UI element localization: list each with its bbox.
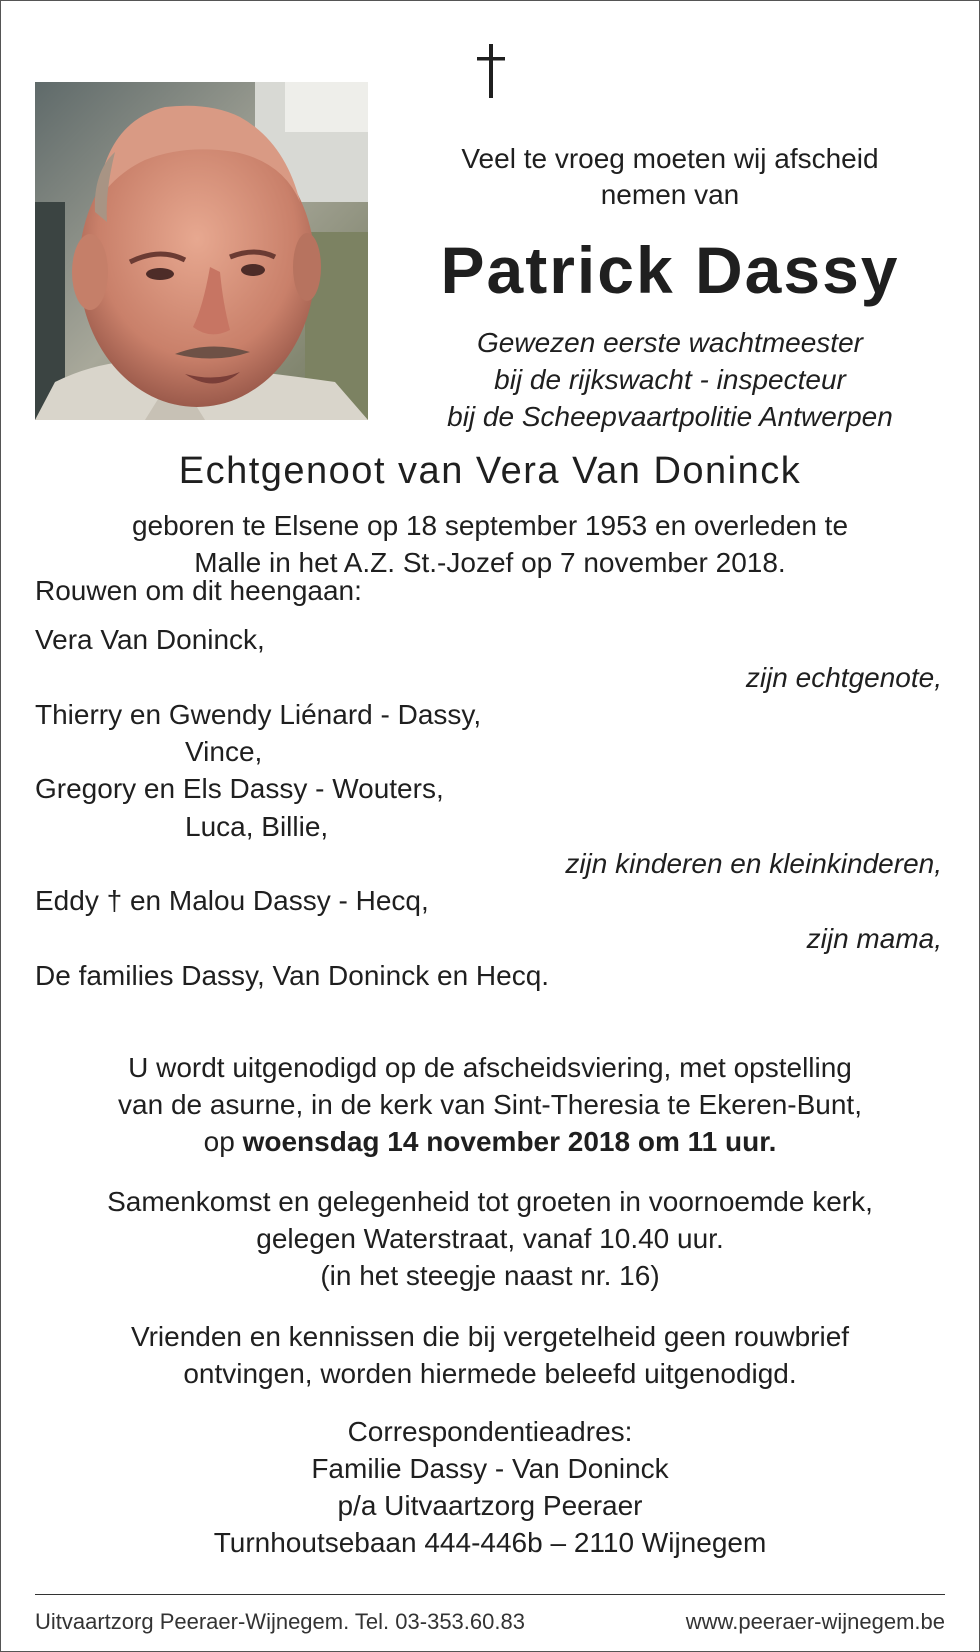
ceremony-invitation bbox=[35, 1049, 945, 1160]
footer-website[interactable]: www.peeraer-wijnegem.be bbox=[685, 1609, 945, 1634]
invite-line: U wordt uitgenodigd op de afscheidsviering, met opstelling bbox=[128, 1052, 852, 1083]
born-line: Malle in het A.Z. St.-Jozef op 7 november 2018. bbox=[194, 547, 786, 578]
corr-line: Correspondentieadres: bbox=[347, 1416, 633, 1447]
grandchild-line: Luca, Billie, bbox=[185, 810, 329, 842]
grandchild-line: Vince, bbox=[185, 736, 263, 768]
mourner-line: Eddy † en Malou Dassy - Hecq, bbox=[35, 885, 429, 917]
correspondence-address bbox=[35, 1413, 945, 1561]
deceased-name: Patrick Dassy bbox=[440, 233, 900, 307]
mourner-line: De families Dassy, Van Doninck en Hecq. bbox=[35, 959, 550, 991]
mourners-list bbox=[35, 575, 945, 994]
corr-line: p/a Uitvaartzorg Peeraer bbox=[337, 1490, 643, 1521]
relation-line: zijn echtgenote, bbox=[745, 661, 942, 693]
gathering-info bbox=[35, 1183, 945, 1294]
invite-line: van de asurne, in de kerk van Sint-Theresia te Ekeren-Bunt, bbox=[118, 1089, 862, 1120]
gathering-line: (in het steegje naast nr. 16) bbox=[320, 1260, 660, 1291]
intro-line: nemen van bbox=[600, 179, 740, 210]
born-line: geboren te Elsene op 18 september 1953 en overleden te bbox=[131, 510, 849, 541]
mourner-line: Thierry en Gwendy Liénard - Dassy, bbox=[35, 698, 482, 730]
relation-line: zijn kinderen en kleinkinderen, bbox=[565, 848, 942, 880]
footer-divider bbox=[35, 1594, 945, 1595]
relation-line: zijn mama, bbox=[806, 922, 942, 954]
title-line: Gewezen eerste wachtmeester bbox=[477, 327, 863, 358]
professional-titles bbox=[392, 324, 948, 435]
corr-line: Familie Dassy - Van Doninck bbox=[311, 1453, 669, 1484]
friends-line: ontvingen, worden hiermede beleefd uitgenodigd. bbox=[183, 1358, 797, 1389]
intro-line: Veel te vroeg moeten wij afscheid bbox=[461, 143, 879, 174]
title-line: bij de rijkswacht - inspecteur bbox=[494, 364, 846, 395]
birth-death-info bbox=[35, 507, 945, 581]
gathering-line: gelegen Waterstraat, vanaf 10.40 uur. bbox=[256, 1223, 724, 1254]
friends-notice bbox=[35, 1318, 945, 1392]
invite-prefix: op bbox=[203, 1126, 243, 1157]
footer-contact: Uitvaartzorg Peeraer-Wijnegem. Tel. 03-353.60.83 bbox=[35, 1609, 525, 1634]
corr-line: Turnhoutsebaan 444-446b – 2110 Wijnegem bbox=[213, 1527, 767, 1558]
cross-icon bbox=[470, 42, 512, 100]
mourner-line: Gregory en Els Dassy - Wouters, bbox=[35, 773, 444, 805]
spouse-line: Echtgenoot van Vera Van Doninck bbox=[178, 450, 802, 492]
mourner-line: Vera Van Doninck, bbox=[35, 624, 265, 656]
invite-line bbox=[35, 1123, 945, 1160]
mourners-heading: Rouwen om dit heengaan: bbox=[35, 575, 362, 606]
title-line: bij de Scheepvaartpolitie Antwerpen bbox=[447, 401, 893, 432]
friends-line: Vrienden en kennissen die bij vergetelheid geen rouwbrief bbox=[130, 1321, 850, 1352]
intro-text bbox=[392, 141, 948, 213]
gathering-line: Samenkomst en gelegenheid tot groeten in voornoemde kerk, bbox=[107, 1186, 873, 1217]
ceremony-date: woensdag 14 november 2018 om 11 uur. bbox=[242, 1126, 777, 1157]
portrait-photo bbox=[35, 82, 368, 420]
